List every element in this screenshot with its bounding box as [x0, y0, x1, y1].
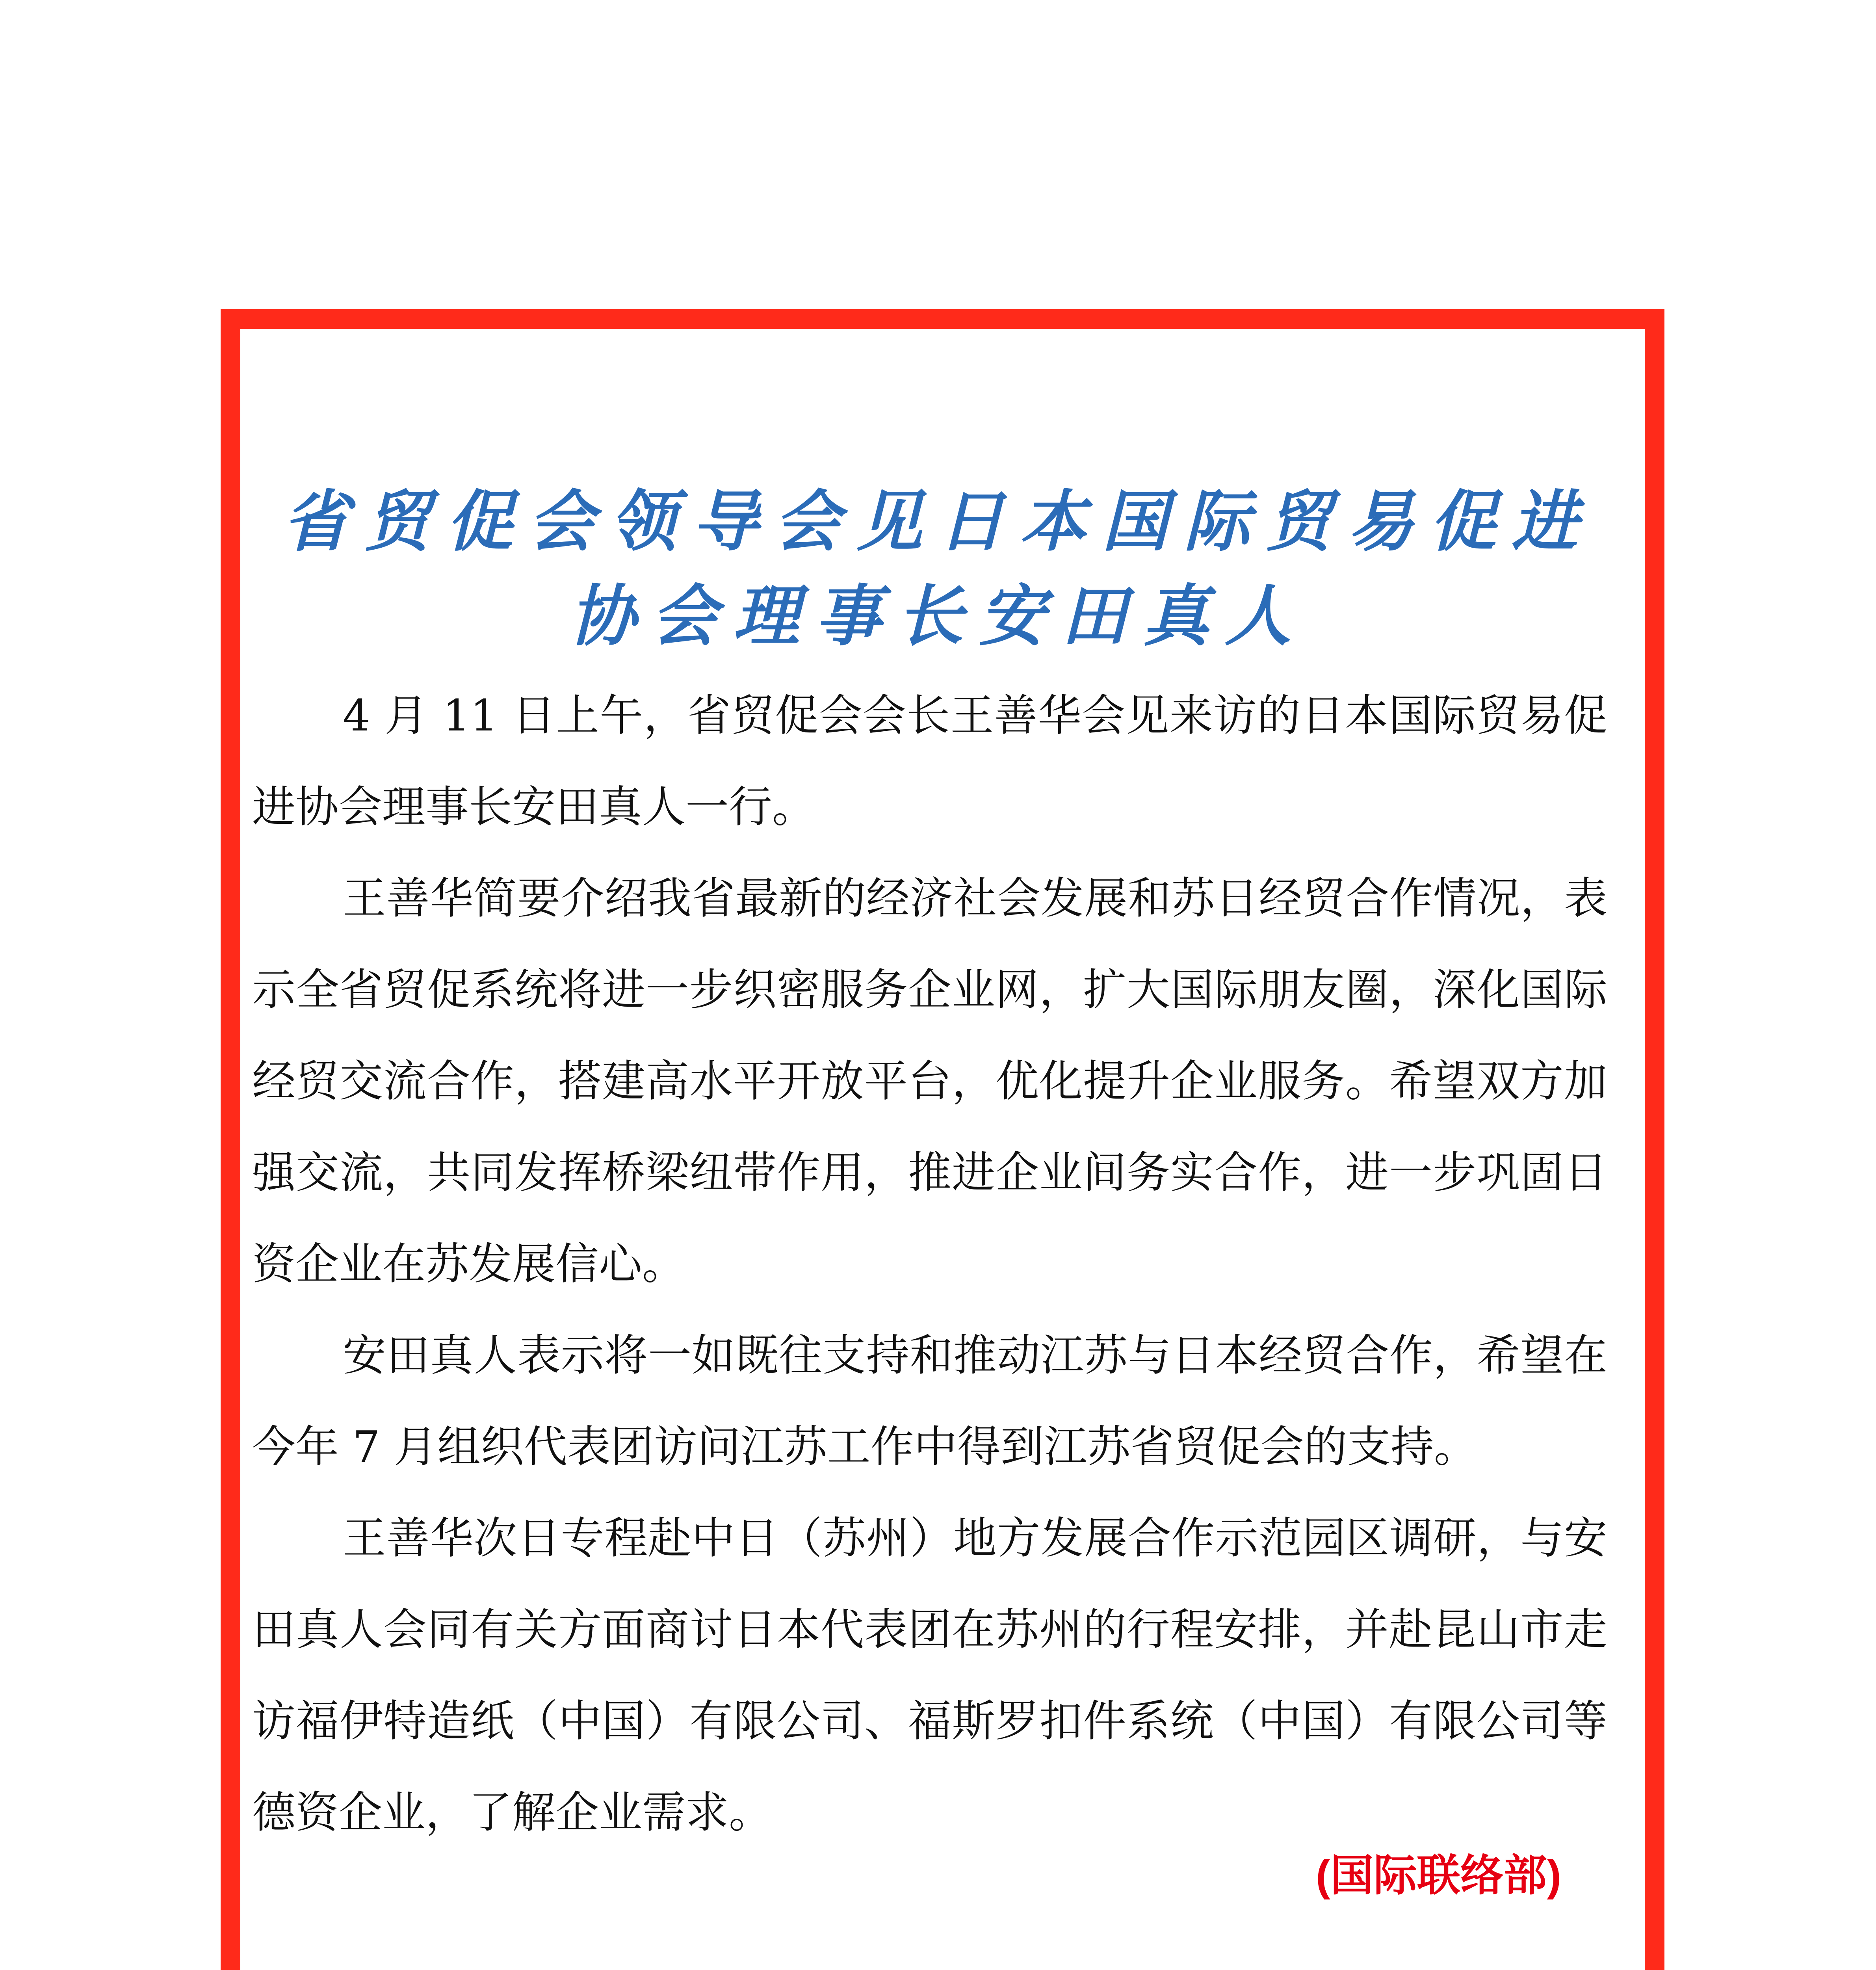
article-body — [252, 670, 1607, 1858]
article-title-line-2: 协会理事长安田真人 — [569, 577, 1307, 655]
article-title-line-1: 省贸促会领导会见日本国际贸易促进 — [282, 482, 1594, 560]
paragraph-1: 4 月 11 日上午，省贸促会会长王善华会见来访的日本国际贸易促进协会理事长安田真人一行。 — [252, 690, 1607, 832]
department-signature: (国际联络部) — [1316, 1851, 1562, 1900]
paragraph-2: 王善华简要介绍我省最新的经济社会发展和苏日经贸合作情况，表示全省贸促系统将进一步织密服务企业网，扩大国际朋友圈，深化国际经贸交流合作，搭建高水平开放平台，优化提升企业服务。希望双方加强交流，共同发挥桥梁纽带作用，推进企业间务实合作，进一步巩固日资企业在苏发展信心。 — [252, 873, 1607, 1289]
paragraph-3: 安田真人表示将一如既往支持和推动江苏与日本经贸合作，希望在今年 7 月组织代表团访问江苏工作中得到江苏省贸促会的支持。 — [252, 1330, 1607, 1472]
paragraph-4: 王善华次日专程赴中日（苏州）地方发展合作示范园区调研，与安田真人会同有关方面商讨日本代表团在苏州的行程安排，并赴昆山市走访福伊特造纸（中国）有限公司、福斯罗扣件系统（中国）有限公司等德资企业，了解企业需求。 — [252, 1513, 1607, 1838]
